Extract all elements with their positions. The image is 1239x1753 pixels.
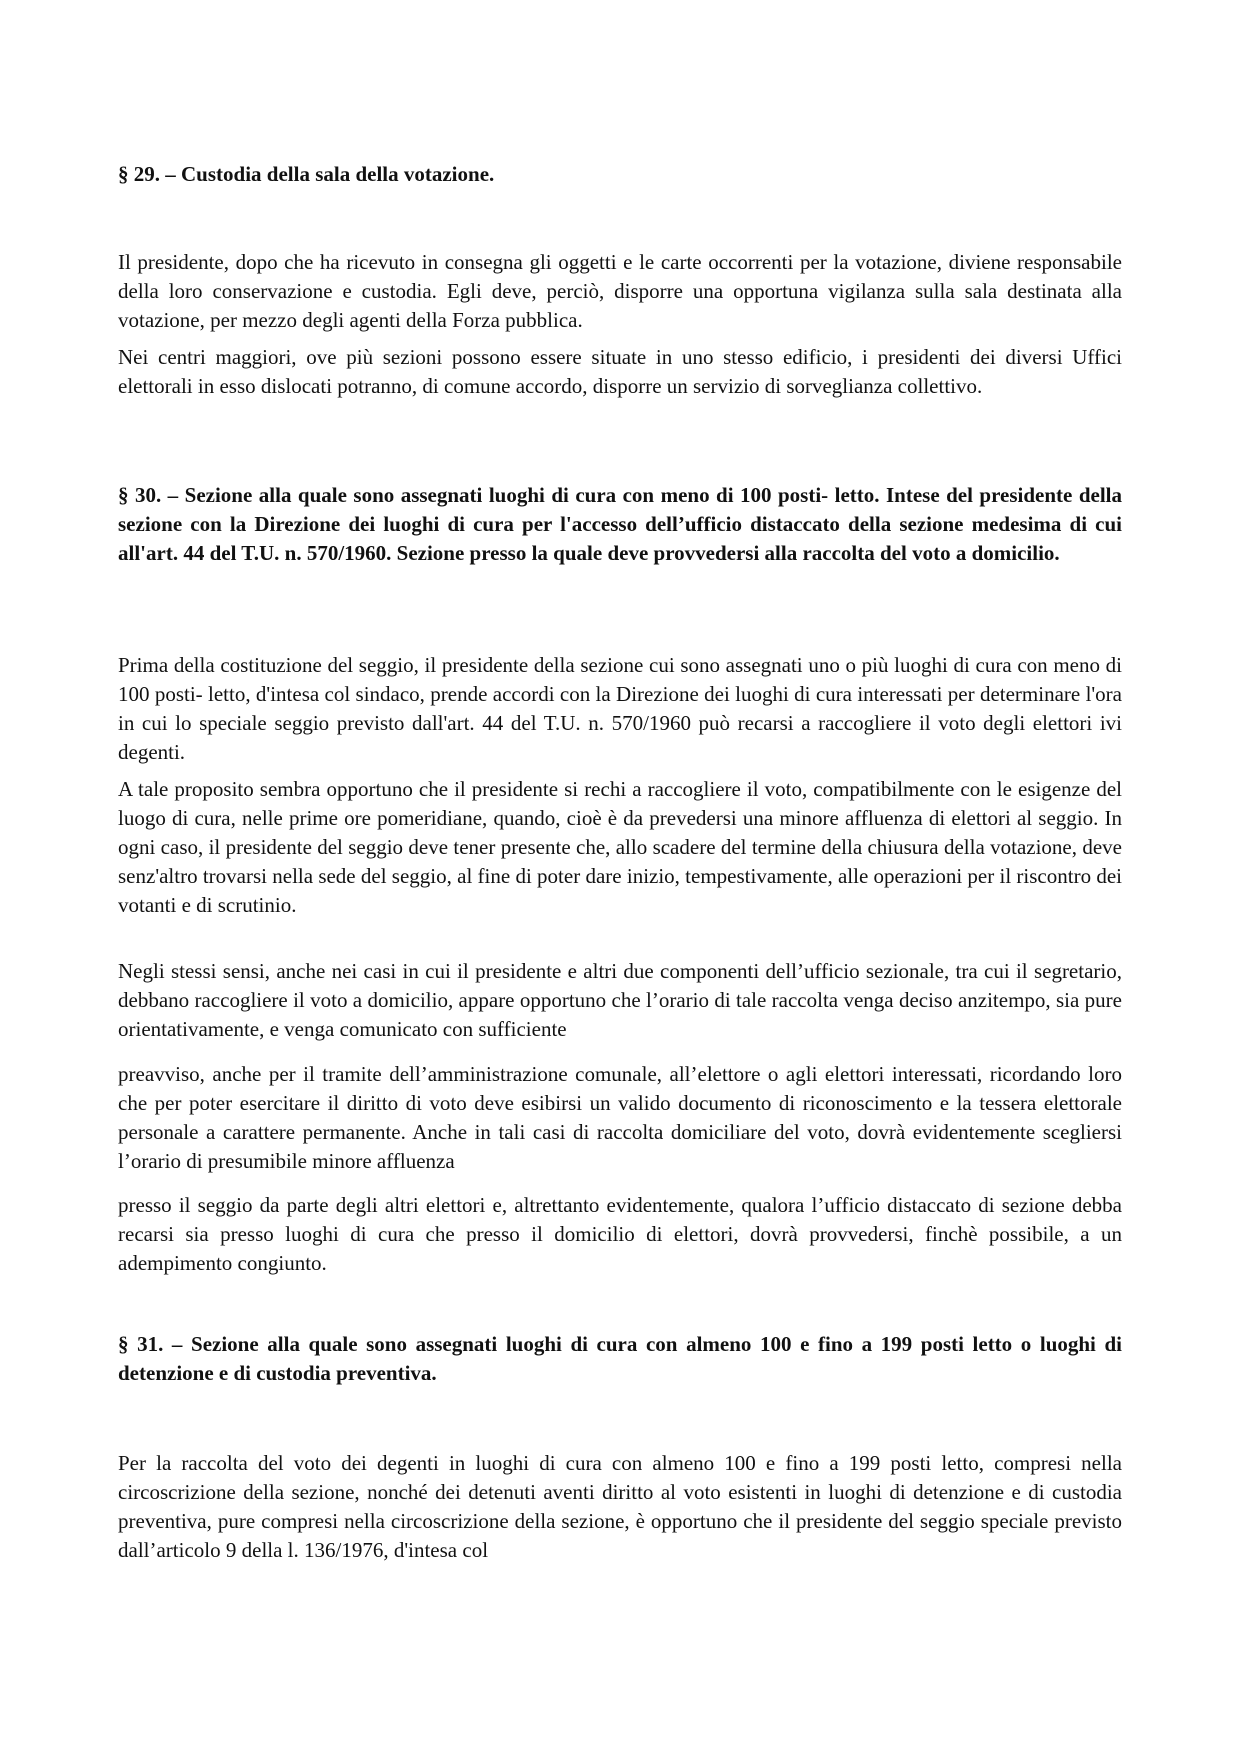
section-heading-29: § 29. – Custodia della sala della votazione. <box>118 162 495 186</box>
paragraph-30-3: Negli stessi sensi, anche nei casi in cui il presidente e altri due componenti dell’ufficio sezionale, tra cui il segretario, debbano raccogliere il voto a domicilio, appare opportuno che l’orario di tale raccolta venga deciso anzitempo, sia pure orientativamente, e venga comunicato con sufficiente <box>118 959 1122 1041</box>
section-heading-30: § 30. – Sezione alla quale sono assegnati luoghi di cura con meno di 100 posti- letto. Intese del presidente della sezione con la Direzione dei luoghi di cura per l'accesso dell’ufficio distaccato della sezione medesima di cui all'art. 44 del T.U. n. 570/1960. Sezione presso la quale deve provvedersi alla raccolta del voto a domicilio. <box>118 483 1122 565</box>
paragraph-29-2: Nei centri maggiori, ove più sezioni possono essere situate in uno stesso edificio, i presidenti dei diversi Uffici elettorali in esso dislocati potranno, di comune accordo, disporre un servizio di sorveglianza collettivo. <box>118 345 1122 398</box>
paragraph-29-1: Il presidente, dopo che ha ricevuto in consegna gli oggetti e le carte occorrenti per la votazione, diviene responsabile della loro conservazione e custodia. Egli deve, perciò, disporre una opportuna vigilanza sulla sala destinata alla votazione, per mezzo degli agenti della Forza pubblica. <box>118 250 1122 332</box>
paragraph-30-5: presso il seggio da parte degli altri elettori e, altrettanto evidentemente, qualora l’ufficio distaccato di sezione debba recarsi sia presso luoghi di cura che presso il domicilio di elettori, dovrà provvedersi, finchè possibile, a un adempimento congiunto. <box>118 1193 1122 1275</box>
paragraph-30-1: Prima della costituzione del seggio, il presidente della sezione cui sono assegnati uno o più luoghi di cura con meno di 100 posti- letto, d'intesa col sindaco, prende accordi con la Direzione dei luoghi di cura interessati per determinare l'ora in cui lo speciale seggio previsto dall'art. 44 del T.U. n. 570/1960 può recarsi a raccogliere il voto degli elettori ivi degenti. <box>118 653 1122 764</box>
paragraph-30-2: A tale proposito sembra opportuno che il presidente si rechi a raccogliere il voto, compatibilmente con le esigenze del luogo di cura, nelle prime ore pomeridiane, quando, cioè è da prevedersi una minore affluenza di elettori al seggio. In ogni caso, il presidente del seggio deve tener presente che, allo scadere del termine della chiusura della votazione, deve senz'altro trovarsi nella sede del seggio, al fine di poter dare inizio, tempestivamente, alle operazioni per il riscontro dei votanti e di scrutinio. <box>118 777 1122 917</box>
paragraph-31-1: Per la raccolta del voto dei degenti in luoghi di cura con almeno 100 e fino a 199 posti letto, compresi nella circoscrizione della sezione, nonché dei detenuti aventi diritto al voto esistenti in luoghi di detenzione e di custodia preventiva, pure compresi nella circoscrizione della sezione, è opportuno che il presidente del seggio speciale previsto dall’articolo 9 della l. 136/1976, d'intesa col <box>118 1451 1122 1562</box>
paragraph-30-4: preavviso, anche per il tramite dell’amministrazione comunale, all’elettore o agli elettori interessati, ricordando loro che per poter esercitare il diritto di voto deve esibirsi un valido documento di riconoscimento e la tessera elettorale personale a carattere permanente. Anche in tali casi di raccolta domiciliare del voto, dovrà evidentemente scegliersi l’orario di presumibile minore affluenza <box>118 1062 1122 1173</box>
section-heading-31: § 31. – Sezione alla quale sono assegnati luoghi di cura con almeno 100 e fino a 199 posti letto o luoghi di detenzione e di custodia preventiva. <box>118 1332 1122 1385</box>
